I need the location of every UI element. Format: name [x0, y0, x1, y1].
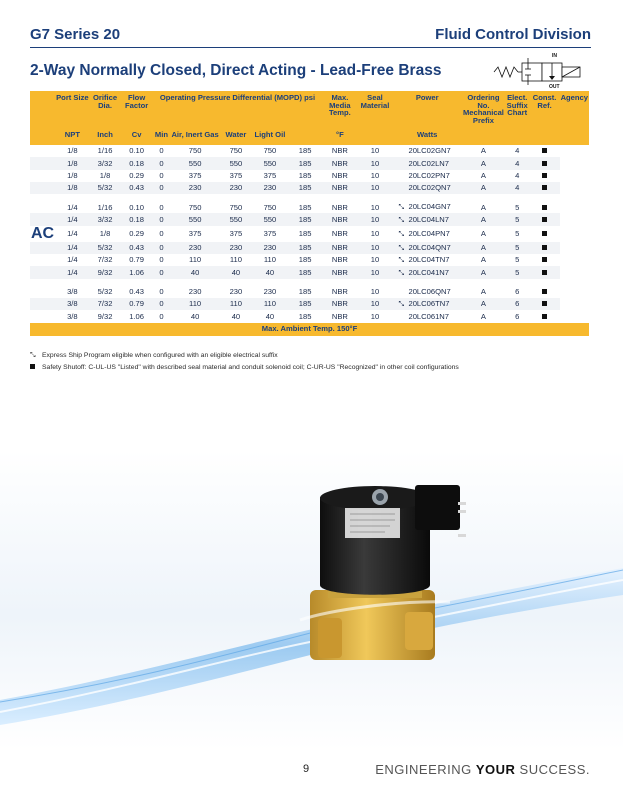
cell-orifice: 9/32 [97, 311, 113, 321]
col-ordering: Ordering No. Mechanical Prefix [462, 91, 505, 131]
cell-air: 230 [170, 242, 220, 254]
agency-square-icon [542, 314, 547, 319]
cell-oil: 40 [265, 311, 275, 321]
cell-order: 20LC02PN7 [408, 170, 450, 180]
col-power: Power [392, 91, 462, 131]
cell-elect: A [462, 213, 505, 225]
cell-temp: 185 [288, 182, 322, 194]
cell-oil: 550 [252, 157, 288, 169]
cell-order: 20LC061N7 [408, 311, 449, 321]
cell-const: 4 [505, 157, 530, 169]
unit-watts: Watts [392, 131, 462, 145]
cell-temp: 185 [288, 157, 322, 169]
cell-water: 40 [231, 311, 241, 321]
cell-oil: 110 [263, 255, 276, 265]
cell-watts: 10 [370, 255, 380, 265]
cell-agency [530, 145, 560, 157]
cell-agency [530, 310, 560, 322]
cell-port: 1/4 [55, 242, 90, 254]
agency-square-icon [542, 185, 547, 190]
cell-agency [530, 201, 560, 213]
cell-min: 0 [159, 311, 164, 321]
col-port: Port Size [55, 91, 90, 131]
note-express: ⤡ Express Ship Program eligible when configured with an eligible electrical suffix [30, 352, 278, 359]
table-row [30, 226, 589, 242]
cell-orifice: 1/16 [97, 202, 113, 212]
table-row [30, 182, 589, 194]
cell-air: 750 [188, 202, 202, 212]
table-row [30, 286, 589, 298]
table-row [30, 170, 589, 182]
cell-min: 0 [159, 202, 164, 212]
agency-square-icon [542, 148, 547, 153]
agency-square-icon [542, 301, 547, 306]
cell-order: ⤡ 20LC04LN7 [392, 213, 462, 225]
cell-temp: 185 [298, 170, 312, 180]
cell-oil: 750 [263, 202, 277, 212]
cell-cv: 1.06 [120, 266, 152, 278]
cell-seal: NBR [322, 182, 357, 194]
cell-air: 550 [170, 157, 220, 169]
cell-water: 40 [220, 266, 252, 278]
cell-oil: 230 [263, 287, 277, 297]
series-title: G7 Series 20 [30, 26, 121, 43]
cell-air: 750 [188, 146, 202, 156]
cell-agency [530, 170, 560, 182]
unit-water: Water [220, 131, 252, 145]
agency-square-icon [542, 205, 547, 210]
cell-order: ⤡ 20LC04PN7 [398, 228, 450, 238]
table-row [30, 145, 589, 157]
spec-body [30, 145, 589, 323]
cell-cv: 1.06 [129, 311, 144, 321]
cell-oil: 230 [252, 182, 288, 194]
division-title: Fluid Control Division [435, 26, 591, 43]
express-ship-icon: ⤡ [398, 269, 405, 277]
cell-air: 40 [170, 266, 220, 278]
cell-water: 550 [220, 157, 252, 169]
cell-agency [530, 286, 560, 298]
cell-cv: 0.10 [129, 146, 144, 156]
cell-orifice: 5/32 [90, 182, 121, 194]
cell-const: 5 [505, 242, 530, 254]
cell-const: 6 [515, 287, 520, 297]
cell-orifice: 1/16 [97, 146, 113, 156]
cell-agency [530, 298, 560, 310]
cell-watts: 10 [358, 266, 393, 278]
cell-seal: NBR [322, 213, 357, 225]
cell-cv: 0.18 [120, 213, 152, 225]
cell-seal: NBR [322, 242, 357, 254]
cell-const: 5 [505, 213, 530, 225]
col-mopd: Operating Pressure Differential (MOPD) psi [153, 91, 323, 131]
cell-min: 0 [159, 255, 164, 265]
cell-orifice: 5/32 [97, 287, 113, 297]
cell-cv: 0.43 [129, 287, 144, 297]
cell-temp: 185 [288, 213, 322, 225]
cell-watts: 10 [370, 311, 380, 321]
col-const: Const. Ref. [530, 91, 560, 131]
ambient-temp-note: Max. Ambient Temp. 150°F [30, 323, 589, 336]
cell-port: 1/4 [67, 255, 78, 265]
cell-temp: 185 [298, 287, 312, 297]
cell-const: 5 [505, 266, 530, 278]
cell-temp: 185 [288, 266, 322, 278]
unit-temp: °F [322, 131, 357, 145]
cell-seal: NBR [322, 298, 357, 310]
col-flow: Flow Factor [120, 91, 152, 131]
cell-seal: NBR [322, 266, 357, 278]
cell-min: 0 [153, 182, 170, 194]
schematic-in-label: IN [552, 53, 557, 59]
header-rule [30, 47, 591, 48]
cell-agency [530, 254, 560, 266]
cell-const: 4 [505, 182, 530, 194]
valve-symbol-icon [492, 52, 588, 90]
cell-orifice: 1/8 [99, 228, 111, 238]
cell-air: 40 [190, 311, 200, 321]
table-row [30, 213, 589, 225]
cell-watts: 10 [358, 298, 393, 310]
table-row [30, 310, 589, 322]
cell-air: 550 [170, 213, 220, 225]
agency-square-icon [542, 245, 547, 250]
header-blank [30, 91, 55, 131]
cell-watts: 10 [370, 287, 380, 297]
cell-const: 6 [515, 311, 520, 321]
cell-elect: A [480, 287, 486, 297]
cell-temp: 185 [298, 146, 312, 156]
cell-elect: A [480, 170, 486, 180]
table-row [30, 266, 589, 278]
cell-cv: 0.79 [129, 255, 144, 265]
cell-min: 0 [159, 287, 164, 297]
agency-square-icon [542, 217, 547, 222]
cell-elect: A [462, 298, 505, 310]
cell-temp: 185 [298, 311, 312, 321]
cell-seal: NBR [331, 287, 348, 297]
cell-seal: NBR [331, 255, 348, 265]
unit-lightoil: Light Oil [252, 131, 288, 145]
cell-seal: NBR [331, 202, 348, 212]
schematic-out-label: OUT [549, 84, 560, 90]
col-orifice: Orifice Dia. [90, 91, 121, 131]
cell-agency [530, 182, 560, 194]
cell-water: 230 [220, 182, 252, 194]
unit-air: Air, Inert Gas [170, 131, 220, 145]
cell-air: 110 [189, 255, 202, 265]
cell-const: 4 [515, 170, 520, 180]
section-label: AC [31, 224, 55, 242]
cell-water: 230 [229, 287, 243, 297]
cell-order: 20LC02GN7 [408, 146, 451, 156]
table-row [30, 242, 589, 254]
unit-npt: NPT [55, 131, 90, 145]
cell-water: 750 [229, 202, 243, 212]
cell-min: 0 [153, 242, 170, 254]
cell-seal: NBR [331, 311, 348, 321]
cell-port: 1/8 [55, 157, 90, 169]
cell-temp: 185 [288, 242, 322, 254]
table-row [30, 298, 589, 310]
cell-order: ⤡ 20LC04TN7 [398, 255, 450, 265]
agency-square-icon [542, 173, 547, 178]
cell-water: 230 [220, 242, 252, 254]
cell-temp: 185 [288, 298, 322, 310]
table-row [30, 157, 589, 169]
cell-agency [530, 226, 560, 242]
express-ship-icon: ⤡ [398, 301, 405, 309]
cell-water: 375 [229, 170, 243, 180]
cell-orifice: 3/32 [90, 157, 121, 169]
unit-min: Min [153, 131, 170, 145]
cell-seal: NBR [331, 170, 348, 180]
cell-temp: 185 [298, 202, 312, 212]
cell-water: 110 [229, 255, 242, 265]
page-subtitle: 2-Way Normally Closed, Direct Acting - Lead-Free Brass [30, 62, 442, 79]
cell-oil: 230 [252, 242, 288, 254]
page-header [30, 26, 591, 48]
cell-cv: 0.18 [120, 157, 152, 169]
cell-const: 5 [515, 202, 520, 212]
cell-elect: A [462, 242, 505, 254]
cell-watts: 10 [358, 157, 393, 169]
cell-port: 1/4 [55, 213, 90, 225]
col-elect: Elect. Suffix Chart [505, 91, 530, 131]
note-safety: Safety Shutoff: C-UL-US "Listed" with described seal material and conduit solenoid coil; C-UR-US "Recognized" in other coil configurations [30, 364, 459, 371]
cell-water: 110 [220, 298, 252, 310]
cell-watts: 10 [358, 242, 393, 254]
group-spacer [30, 279, 589, 286]
cell-min: 0 [153, 266, 170, 278]
cell-watts: 10 [358, 182, 393, 194]
cell-oil: 375 [263, 170, 277, 180]
cell-const: 5 [515, 228, 520, 238]
cell-air: 110 [170, 298, 220, 310]
cell-order: 20LC02QN7 [392, 182, 462, 194]
unit-cv: Cv [120, 131, 152, 145]
cell-port: 1/8 [67, 170, 78, 180]
cell-air: 375 [188, 228, 202, 238]
express-ship-icon: ⤡ [398, 230, 405, 238]
cell-agency [530, 242, 560, 254]
cell-watts: 10 [370, 228, 380, 238]
cell-water: 550 [220, 213, 252, 225]
cell-orifice: 9/32 [90, 266, 121, 278]
cell-order: 20LC02LN7 [392, 157, 462, 169]
cell-orifice: 7/32 [97, 255, 113, 265]
express-ship-icon: ⤡ [398, 244, 405, 252]
cell-watts: 10 [370, 146, 380, 156]
cell-order: ⤡ 20LC06TN7 [392, 298, 462, 310]
table-row [30, 201, 589, 213]
cell-water: 750 [229, 146, 243, 156]
cell-elect: A [480, 255, 486, 265]
cell-agency [530, 157, 560, 169]
cell-oil: 40 [252, 266, 288, 278]
cell-air: 230 [170, 182, 220, 194]
cell-agency [530, 213, 560, 225]
cell-min: 0 [153, 298, 170, 310]
cell-seal: NBR [331, 228, 348, 238]
cell-order: ⤡ 20LC041N7 [392, 266, 462, 278]
table-row [30, 254, 589, 266]
express-ship-icon: ⤡ [398, 216, 405, 224]
agency-square-icon [542, 270, 547, 275]
cell-cv: 0.29 [129, 228, 144, 238]
valve-photo [0, 450, 623, 750]
cell-temp: 185 [298, 255, 312, 265]
col-maxtemp: Max. Media Temp. [322, 91, 357, 131]
col-agency: Agency [560, 91, 589, 131]
cell-port: 1/4 [67, 228, 78, 238]
cell-elect: A [480, 228, 486, 238]
cell-cv: 0.79 [120, 298, 152, 310]
agency-square-icon [542, 231, 547, 236]
cell-seal: NBR [331, 146, 348, 156]
cell-elect: A [480, 311, 486, 321]
specification-table [30, 91, 589, 336]
cell-watts: 10 [370, 202, 380, 212]
cell-cv: 0.29 [129, 170, 144, 180]
cell-elect: A [462, 157, 505, 169]
agency-square-icon [542, 257, 547, 262]
cell-port: 3/8 [67, 287, 78, 297]
cell-oil: 750 [263, 146, 277, 156]
cell-min: 0 [159, 146, 164, 156]
cell-watts: 10 [358, 213, 393, 225]
cell-seal: NBR [322, 157, 357, 169]
cell-cv: 0.10 [129, 202, 144, 212]
cell-temp: 185 [298, 228, 312, 238]
cell-cv: 0.43 [120, 182, 152, 194]
cell-elect: A [480, 146, 486, 156]
valve-schematic [492, 52, 588, 90]
cell-port: 3/8 [67, 311, 78, 321]
cell-oil: 110 [252, 298, 288, 310]
agency-square-icon [542, 289, 547, 294]
safety-square-icon [30, 364, 42, 371]
cell-air: 230 [188, 287, 202, 297]
express-ship-icon: ⤡ [30, 352, 36, 359]
cell-port: 1/4 [67, 202, 78, 212]
cell-order: 20LC06QN7 [408, 287, 451, 297]
unit-inch: Inch [90, 131, 121, 145]
cell-orifice: 1/8 [99, 170, 111, 180]
cell-min: 0 [159, 228, 164, 238]
cell-order: ⤡ 20LC04QN7 [392, 242, 462, 254]
cell-oil: 550 [252, 213, 288, 225]
express-ship-icon: ⤡ [398, 204, 405, 212]
cell-port: 1/8 [67, 146, 78, 156]
cell-elect: A [462, 182, 505, 194]
cell-min: 0 [159, 170, 164, 180]
group-spacer [30, 194, 589, 201]
cell-port: 3/8 [55, 298, 90, 310]
cell-cv: 0.43 [120, 242, 152, 254]
footnotes [30, 352, 459, 375]
cell-const: 4 [515, 146, 520, 156]
footer-tagline: ENGINEERING YOUR SUCCESS. [375, 762, 590, 777]
cell-air: 375 [188, 170, 202, 180]
cell-oil: 375 [263, 228, 277, 238]
cell-port: 1/4 [55, 266, 90, 278]
cell-const: 5 [515, 255, 520, 265]
cell-order: ⤡ 20LC04GN7 [398, 202, 451, 212]
cell-min: 0 [153, 157, 170, 169]
agency-square-icon [542, 161, 547, 166]
express-ship-icon: ⤡ [398, 257, 405, 265]
cell-elect: A [462, 266, 505, 278]
cell-elect: A [480, 202, 486, 212]
cell-watts: 10 [370, 170, 380, 180]
cell-orifice: 7/32 [90, 298, 121, 310]
cell-agency [530, 266, 560, 278]
col-seal: Seal Material [358, 91, 393, 131]
cell-const: 6 [505, 298, 530, 310]
cell-min: 0 [153, 213, 170, 225]
cell-orifice: 3/32 [90, 213, 121, 225]
page-number: 9 [303, 763, 310, 775]
cell-port: 1/8 [55, 182, 90, 194]
cell-water: 375 [229, 228, 243, 238]
cell-orifice: 5/32 [90, 242, 121, 254]
